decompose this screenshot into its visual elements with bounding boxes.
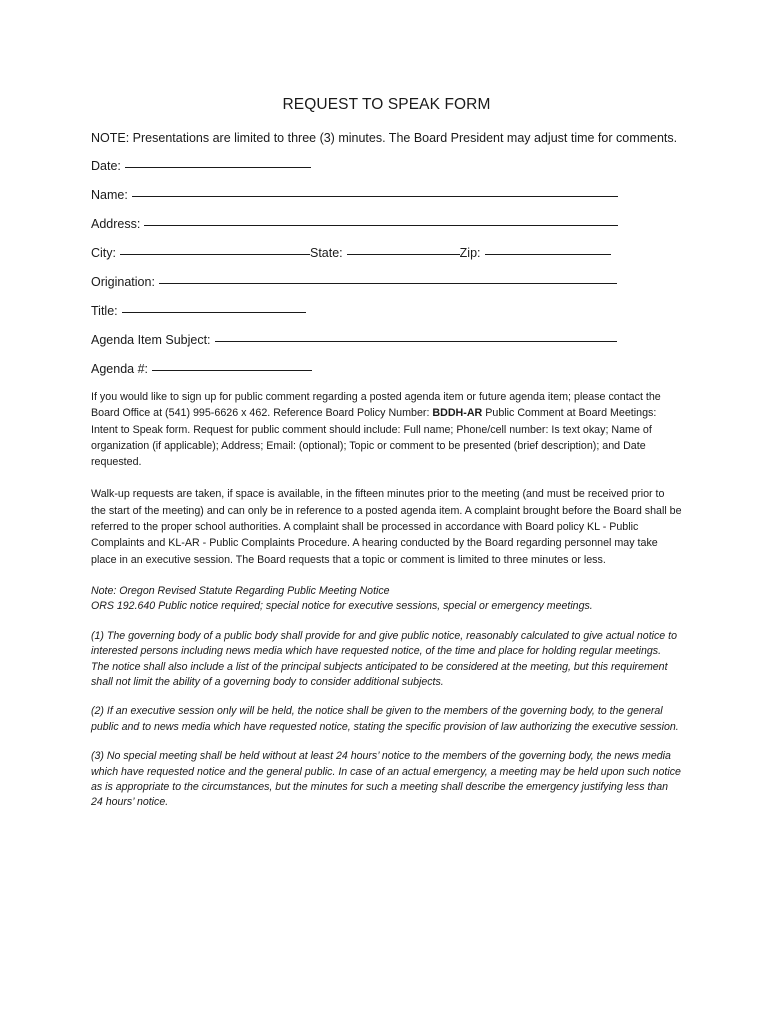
address-label: Address: <box>91 217 141 231</box>
city-state-zip-field[interactable] <box>91 242 682 271</box>
title-label: Title: <box>91 304 118 318</box>
form-title: REQUEST TO SPEAK FORM <box>282 96 491 113</box>
state-label: State: <box>310 246 343 260</box>
signup-text-a: If you would like to sign up for public comment regarding a posted agenda item or future agenda item; please contact the Board Office at (541) 995-6626 x 462. Reference Board Policy Number: <box>91 391 661 420</box>
name-label: Name: <box>91 188 128 202</box>
agenda-subject-label: Agenda Item Subject: <box>91 333 211 347</box>
origination-line[interactable] <box>159 282 617 284</box>
origination-field[interactable] <box>91 271 682 300</box>
name-field[interactable] <box>91 184 682 213</box>
date-label: Date: <box>91 159 121 173</box>
signup-text-b: Public Comment at Board Meetings: <box>482 407 657 420</box>
statute-subheading: ORS 192.640 Public notice required; special notice for executive sessions, special or emergency meetings. <box>91 600 593 613</box>
agenda-number-label: Agenda #: <box>91 362 148 376</box>
agenda-number-line[interactable] <box>152 369 312 371</box>
address-field[interactable] <box>91 213 682 242</box>
state-line[interactable] <box>347 253 460 255</box>
city-label: City: <box>91 246 116 260</box>
statute-section-3: (3) No special meeting shall be held without at least 24 hours’ notice to the members of the governing body, the news media which have requested notice and the general public. In case of an actual emergency, a meeting may be held upon such notice as is appropriate to the circumstances, but the minutes for such a meeting shall describe the emergency justifying less than 24 hours’ notice. <box>91 750 681 809</box>
city-field[interactable] <box>91 242 310 264</box>
walkup-instructions: Walk-up requests are taken, if space is available, in the fifteen minutes prior to the meeting (and must be received prior to the start of the meeting) and can only be in reference to a posted agenda item. A complaint brought before the Board shall be referred to the proper school authorities. A complaint shall be processed in accordance with Board policy KL - Public Complaints and KL-AR - Public Complaints Procedure. A hearing conducted by the Board regarding personnel may take place in an executive session. The Board requests that a topic or comment is limited to three minutes or less. <box>91 488 682 566</box>
statute-heading: Note: Oregon Revised Statute Regarding Public Meeting Notice <box>91 584 390 597</box>
agenda-number-field[interactable] <box>91 358 682 387</box>
name-line[interactable] <box>132 195 618 197</box>
state-field[interactable] <box>310 242 460 264</box>
agenda-subject-field[interactable] <box>91 329 682 358</box>
statute-heading-block <box>91 584 682 615</box>
policy-number: BDDH-AR <box>432 407 483 420</box>
intent-to-speak-form-name: Intent to Speak <box>91 423 163 436</box>
origination-label: Origination: <box>91 275 155 289</box>
date-line[interactable] <box>125 166 311 168</box>
statute-section-2: (2) If an executive session only will be held, the notice shall be given to the members of the governing body, to the general public and to news media which have requested notice, stating the specific provision of law authorizing the executive session. <box>91 705 679 733</box>
signup-text-c: form. Request for public comment should include: Full name; Phone/cell number: Is text okay; Name of organization (if applicable); Address; Email: (optional); Topic or comment to be presented (brief description); and Date requested. <box>91 423 652 469</box>
title-line[interactable] <box>122 311 306 313</box>
title-field[interactable] <box>91 300 682 329</box>
time-limit-note: NOTE: Presentations are limited to three (3) minutes. The Board President may adjust time for comments. <box>91 131 678 145</box>
city-line[interactable] <box>120 253 310 255</box>
date-field[interactable] <box>91 155 682 184</box>
agenda-subject-line[interactable] <box>215 340 617 342</box>
zip-line[interactable] <box>485 253 611 255</box>
statute-section-1: (1) The governing body of a public body shall provide for and give public notice, reasonably calculated to give actual notice to interested persons including news media which have requested notice, of the time and place for holding regular meetings. The notice shall also include a list of the principal subjects anticipated to be considered at the meeting, but this requirement shall not limit the ability of a governing body to consider additional subjects. <box>91 629 677 688</box>
signup-instructions <box>91 389 682 470</box>
zip-field[interactable] <box>460 242 611 264</box>
zip-label: Zip: <box>459 246 481 260</box>
address-line[interactable] <box>144 224 618 226</box>
